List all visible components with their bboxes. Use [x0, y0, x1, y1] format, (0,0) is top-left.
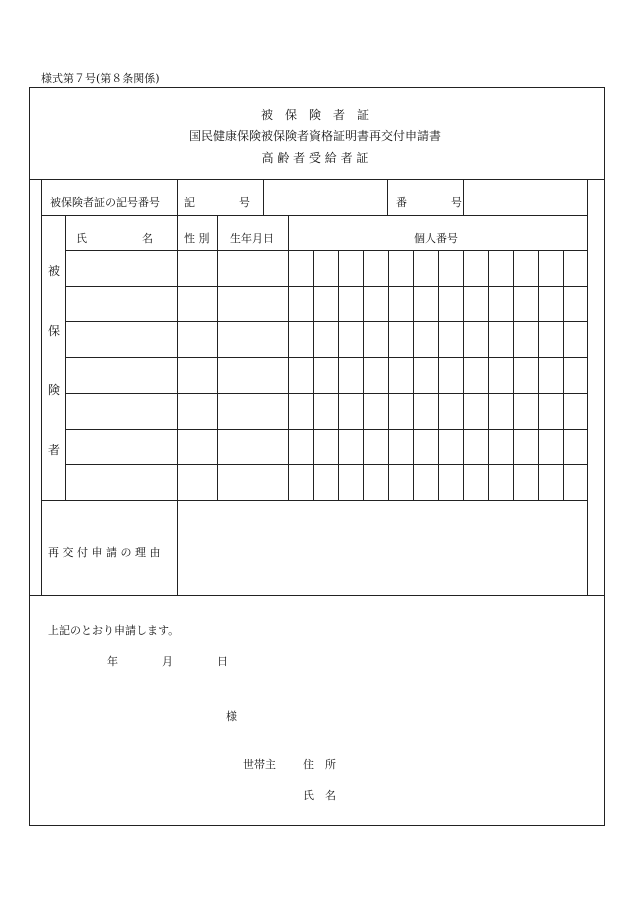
side-label-sha: 者 — [48, 443, 61, 457]
title-elderly-card: 高 齢 者 受 給 者 証 — [261, 151, 369, 165]
card-row-sep-3 — [387, 179, 388, 215]
col-dob-header: 生年月日 — [230, 232, 274, 245]
insured-person-row[interactable] — [66, 287, 587, 321]
insured-person-row[interactable] — [66, 465, 587, 499]
reason-bottom — [29, 595, 605, 596]
title-certificate-reissue: 国民健康保険被保険者資格証明書再交付申請書 — [188, 129, 441, 143]
name-label: 氏 名 — [303, 789, 336, 802]
side-label-ho: 保 — [48, 324, 61, 338]
form-id: 様式第７号(第８条関係) — [41, 72, 160, 85]
householder-label: 世帯主 — [243, 758, 276, 771]
kigo-field[interactable] — [264, 180, 388, 214]
side-label-ken: 険 — [48, 383, 61, 397]
insured-person-row[interactable] — [66, 394, 587, 428]
insured-person-row[interactable] — [66, 358, 587, 392]
col-name-header: 氏 名 — [76, 232, 153, 245]
date-line: 年 月 日 — [107, 655, 228, 668]
bango-field[interactable] — [464, 180, 586, 214]
side-label-hi: 被 — [48, 264, 61, 278]
kigo-label: 記 号 — [184, 196, 250, 209]
insured-person-row[interactable] — [66, 322, 587, 356]
reason-label: 再 交 付 申 請 の 理 由 — [48, 546, 161, 559]
address-label: 住 所 — [303, 758, 336, 771]
card-number-label: 被保険者証の記号番号 — [50, 196, 160, 209]
inner-right-border — [587, 179, 588, 595]
reason-field[interactable] — [178, 501, 586, 594]
card-row-sep-2 — [263, 179, 264, 215]
card-row-sep-4 — [463, 179, 464, 215]
card-row-bottom — [41, 215, 588, 216]
col-sex-header: 性 別 — [184, 232, 210, 245]
card-row-sep-1 — [177, 179, 178, 215]
addressee-sama: 様 — [226, 710, 237, 723]
bango-label: 番 号 — [396, 196, 462, 209]
insured-person-row[interactable] — [66, 430, 587, 464]
insured-person-row[interactable] — [66, 251, 587, 285]
declaration-text: 上記のとおり申請します。 — [48, 624, 180, 637]
inner-left-border — [41, 179, 42, 595]
title-insurance-card: 被 保 険 者 証 — [260, 108, 369, 122]
col-mynumber-header: 個人番号 — [414, 232, 458, 245]
